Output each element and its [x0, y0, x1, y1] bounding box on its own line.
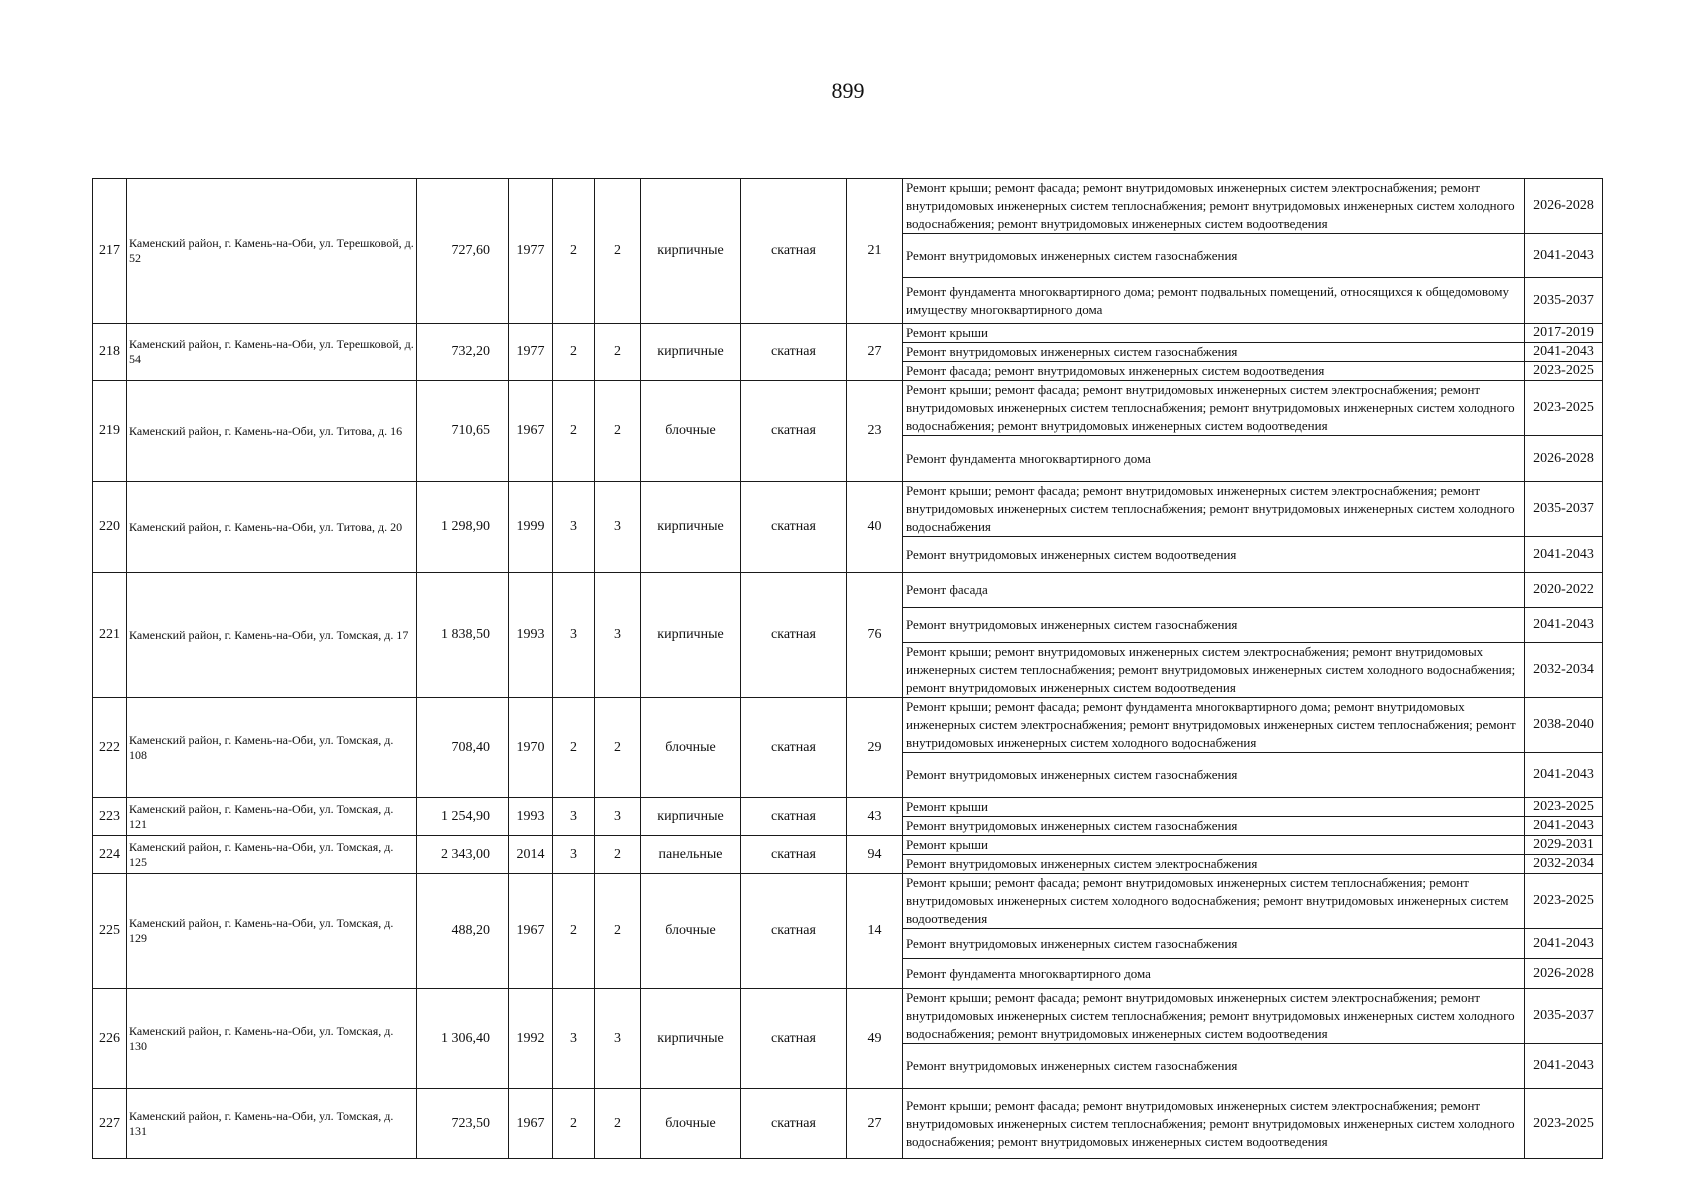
repair-term: 2041-2043 — [1525, 929, 1603, 959]
house-number: 221 — [93, 573, 127, 698]
house-number: 223 — [93, 798, 127, 836]
house-number: 218 — [93, 324, 127, 381]
entrance-count: 3 — [595, 573, 641, 698]
table-row — [93, 698, 1603, 753]
entrance-count: 3 — [595, 989, 641, 1089]
floor-count: 2 — [553, 381, 595, 482]
repair-term: 2023-2025 — [1525, 798, 1603, 817]
build-year: 1993 — [509, 798, 553, 836]
house-address: Каменский район, г. Камень-на-Оби, ул. Титова, д. 16 — [127, 381, 417, 482]
repair-term: 2041-2043 — [1525, 343, 1603, 362]
wall-material: блочные — [641, 1089, 741, 1159]
wall-material: блочные — [641, 381, 741, 482]
repair-term: 2041-2043 — [1525, 753, 1603, 798]
floor-count: 2 — [553, 698, 595, 798]
table-row — [93, 573, 1603, 608]
wall-material: кирпичные — [641, 573, 741, 698]
entrance-count: 3 — [595, 798, 641, 836]
roof-type: скатная — [741, 324, 847, 381]
total-area: 488,20 — [417, 874, 509, 989]
table-row — [93, 179, 1603, 234]
build-year: 2014 — [509, 836, 553, 874]
floor-count: 3 — [553, 573, 595, 698]
wall-material: кирпичные — [641, 179, 741, 324]
repair-term: 2041-2043 — [1525, 537, 1603, 573]
build-year: 1977 — [509, 324, 553, 381]
resident-count: 21 — [847, 179, 903, 324]
wall-material: кирпичные — [641, 798, 741, 836]
table-row — [93, 1089, 1603, 1159]
repair-term: 2017-2019 — [1525, 324, 1603, 343]
repair-work: Ремонт внутридомовых инженерных систем газоснабжения — [903, 1044, 1525, 1089]
house-address: Каменский район, г. Камень-на-Оби, ул. Томская, д. 121 — [127, 798, 417, 836]
repair-work: Ремонт внутридомовых инженерных систем газоснабжения — [903, 343, 1525, 362]
resident-count: 40 — [847, 482, 903, 573]
resident-count: 43 — [847, 798, 903, 836]
total-area: 2 343,00 — [417, 836, 509, 874]
repair-work: Ремонт внутридомовых инженерных систем газоснабжения — [903, 608, 1525, 643]
build-year: 1967 — [509, 874, 553, 989]
repair-work: Ремонт фундамента многоквартирного дома — [903, 436, 1525, 482]
repair-work: Ремонт внутридомовых инженерных систем газоснабжения — [903, 234, 1525, 278]
house-number: 226 — [93, 989, 127, 1089]
build-year: 1967 — [509, 1089, 553, 1159]
capital-repair-table — [92, 178, 1603, 1159]
house-number: 220 — [93, 482, 127, 573]
build-year: 1970 — [509, 698, 553, 798]
repair-term: 2041-2043 — [1525, 817, 1603, 836]
repair-work: Ремонт внутридомовых инженерных систем водоотведения — [903, 537, 1525, 573]
repair-work: Ремонт внутридомовых инженерных систем газоснабжения — [903, 817, 1525, 836]
repair-work: Ремонт внутридомовых инженерных систем газоснабжения — [903, 753, 1525, 798]
roof-type: скатная — [741, 179, 847, 324]
repair-work: Ремонт крыши — [903, 836, 1525, 855]
roof-type: скатная — [741, 381, 847, 482]
repair-work: Ремонт крыши; ремонт фасада; ремонт фундамента многоквартирного дома; ремонт внутридомовых инженерных систем электроснабжения; ремонт внутридомовых инженерных систем теплоснабжения; ремонт внутридомовых инженерных систем холодного водоснабжения — [903, 698, 1525, 753]
house-address: Каменский район, г. Камень-на-Оби, ул. Томская, д. 131 — [127, 1089, 417, 1159]
repair-work: Ремонт внутридомовых инженерных систем электроснабжения — [903, 855, 1525, 874]
total-area: 710,65 — [417, 381, 509, 482]
house-number: 217 — [93, 179, 127, 324]
repair-term: 2035-2037 — [1525, 278, 1603, 324]
repair-work: Ремонт крыши; ремонт фасада; ремонт внутридомовых инженерных систем электроснабжения; ремонт внутридомовых инженерных систем теплоснабжения; ремонт внутридомовых инженерных систем холодного водоснабжения — [903, 482, 1525, 537]
entrance-count: 2 — [595, 874, 641, 989]
roof-type: скатная — [741, 698, 847, 798]
build-year: 1977 — [509, 179, 553, 324]
page-number: 899 — [831, 78, 865, 103]
floor-count: 2 — [553, 874, 595, 989]
build-year: 1999 — [509, 482, 553, 573]
wall-material: кирпичные — [641, 482, 741, 573]
house-address: Каменский район, г. Камень-на-Оби, ул. Томская, д. 130 — [127, 989, 417, 1089]
repair-term: 2041-2043 — [1525, 608, 1603, 643]
table-row — [93, 798, 1603, 817]
table-body — [93, 179, 1603, 1159]
resident-count: 27 — [847, 1089, 903, 1159]
house-number: 219 — [93, 381, 127, 482]
repair-term: 2023-2025 — [1525, 381, 1603, 436]
resident-count: 76 — [847, 573, 903, 698]
house-number: 222 — [93, 698, 127, 798]
repair-term: 2032-2034 — [1525, 855, 1603, 874]
wall-material: блочные — [641, 874, 741, 989]
build-year: 1993 — [509, 573, 553, 698]
table-row — [93, 836, 1603, 855]
repair-term: 2026-2028 — [1525, 959, 1603, 989]
floor-count: 2 — [553, 179, 595, 324]
floor-count: 2 — [553, 1089, 595, 1159]
repair-work: Ремонт крыши — [903, 798, 1525, 817]
entrance-count: 2 — [595, 381, 641, 482]
table-row — [93, 324, 1603, 343]
repair-work: Ремонт фундамента многоквартирного дома; ремонт подвальных помещений, относящихся к общедомовому имуществу многоквартирного дома — [903, 278, 1525, 324]
floor-count: 3 — [553, 798, 595, 836]
roof-type: скатная — [741, 482, 847, 573]
repair-work: Ремонт фундамента многоквартирного дома — [903, 959, 1525, 989]
resident-count: 27 — [847, 324, 903, 381]
total-area: 1 838,50 — [417, 573, 509, 698]
entrance-count: 2 — [595, 324, 641, 381]
entrance-count: 2 — [595, 836, 641, 874]
repair-term: 2029-2031 — [1525, 836, 1603, 855]
house-number: 225 — [93, 874, 127, 989]
house-address: Каменский район, г. Камень-на-Оби, ул. Томская, д. 129 — [127, 874, 417, 989]
wall-material: блочные — [641, 698, 741, 798]
roof-type: скатная — [741, 798, 847, 836]
house-address: Каменский район, г. Камень-на-Оби, ул. Терешковой, д. 54 — [127, 324, 417, 381]
repair-term: 2023-2025 — [1525, 874, 1603, 929]
total-area: 732,20 — [417, 324, 509, 381]
entrance-count: 2 — [595, 1089, 641, 1159]
repair-work: Ремонт крыши; ремонт фасада; ремонт внутридомовых инженерных систем электроснабжения; ремонт внутридомовых инженерных систем теплоснабжения; ремонт внутридомовых инженерных систем холодного водоснабжения; ремонт внутридомовых инженерных систем водоотведения — [903, 179, 1525, 234]
repair-work: Ремонт фасада; ремонт внутридомовых инженерных систем водоотведения — [903, 362, 1525, 381]
total-area: 727,60 — [417, 179, 509, 324]
repair-term: 2041-2043 — [1525, 1044, 1603, 1089]
house-address: Каменский район, г. Камень-на-Оби, ул. Томская, д. 17 — [127, 573, 417, 698]
repair-term: 2035-2037 — [1525, 989, 1603, 1044]
repair-term: 2020-2022 — [1525, 573, 1603, 608]
floor-count: 2 — [553, 324, 595, 381]
total-area: 1 306,40 — [417, 989, 509, 1089]
floor-count: 3 — [553, 989, 595, 1089]
house-number: 227 — [93, 1089, 127, 1159]
repair-term: 2026-2028 — [1525, 436, 1603, 482]
house-address: Каменский район, г. Камень-на-Оби, ул. Терешковой, д. 52 — [127, 179, 417, 324]
house-address: Каменский район, г. Камень-на-Оби, ул. Томская, д. 108 — [127, 698, 417, 798]
table-row — [93, 381, 1603, 436]
house-address: Каменский район, г. Камень-на-Оби, ул. Титова, д. 20 — [127, 482, 417, 573]
floor-count: 3 — [553, 482, 595, 573]
repair-term: 2041-2043 — [1525, 234, 1603, 278]
repair-work: Ремонт фасада — [903, 573, 1525, 608]
repair-work: Ремонт крыши; ремонт фасада; ремонт внутридомовых инженерных систем электроснабжения; ремонт внутридомовых инженерных систем теплоснабжения; ремонт внутридомовых инженерных систем холодного водоснабжения; ремонт внутридомовых инженерных систем водоотведения — [903, 381, 1525, 436]
repair-work: Ремонт внутридомовых инженерных систем газоснабжения — [903, 929, 1525, 959]
repair-work: Ремонт крыши; ремонт фасада; ремонт внутридомовых инженерных систем электроснабжения; ремонт внутридомовых инженерных систем теплоснабжения; ремонт внутридомовых инженерных систем холодного водоснабжения; ремонт внутридомовых инженерных систем водоотведения — [903, 1089, 1525, 1159]
table-row — [93, 482, 1603, 537]
resident-count: 29 — [847, 698, 903, 798]
house-number: 224 — [93, 836, 127, 874]
wall-material: кирпичные — [641, 989, 741, 1089]
repair-term: 2032-2034 — [1525, 643, 1603, 698]
roof-type: скатная — [741, 874, 847, 989]
roof-type: скатная — [741, 836, 847, 874]
build-year: 1967 — [509, 381, 553, 482]
floor-count: 3 — [553, 836, 595, 874]
total-area: 1 254,90 — [417, 798, 509, 836]
entrance-count: 3 — [595, 482, 641, 573]
roof-type: скатная — [741, 1089, 847, 1159]
wall-material: панельные — [641, 836, 741, 874]
roof-type: скатная — [741, 989, 847, 1089]
table-row — [93, 989, 1603, 1044]
roof-type: скатная — [741, 573, 847, 698]
repair-term: 2023-2025 — [1525, 362, 1603, 381]
repair-term: 2038-2040 — [1525, 698, 1603, 753]
repair-work: Ремонт крыши; ремонт фасада; ремонт внутридомовых инженерных систем теплоснабжения; ремонт внутридомовых инженерных систем холодного водоснабжения; ремонт внутридомовых инженерных систем водоотведения — [903, 874, 1525, 929]
total-area: 708,40 — [417, 698, 509, 798]
resident-count: 23 — [847, 381, 903, 482]
resident-count: 49 — [847, 989, 903, 1089]
repair-work: Ремонт крыши; ремонт внутридомовых инженерных систем электроснабжения; ремонт внутридомовых инженерных систем теплоснабжения; ремонт внутридомовых инженерных систем холодного водоснабжения; ремонт внутридомовых инженерных систем водоотведения — [903, 643, 1525, 698]
entrance-count: 2 — [595, 179, 641, 324]
total-area: 1 298,90 — [417, 482, 509, 573]
repair-work: Ремонт крыши; ремонт фасада; ремонт внутридомовых инженерных систем электроснабжения; ремонт внутридомовых инженерных систем теплоснабжения; ремонт внутридомовых инженерных систем холодного водоснабжения; ремонт внутридомовых инженерных систем водоотведения — [903, 989, 1525, 1044]
total-area: 723,50 — [417, 1089, 509, 1159]
repair-term: 2023-2025 — [1525, 1089, 1603, 1159]
repair-work: Ремонт крыши — [903, 324, 1525, 343]
build-year: 1992 — [509, 989, 553, 1089]
entrance-count: 2 — [595, 698, 641, 798]
repair-term: 2026-2028 — [1525, 179, 1603, 234]
table-row — [93, 874, 1603, 929]
wall-material: кирпичные — [641, 324, 741, 381]
repair-term: 2035-2037 — [1525, 482, 1603, 537]
resident-count: 94 — [847, 836, 903, 874]
house-address: Каменский район, г. Камень-на-Оби, ул. Томская, д. 125 — [127, 836, 417, 874]
resident-count: 14 — [847, 874, 903, 989]
